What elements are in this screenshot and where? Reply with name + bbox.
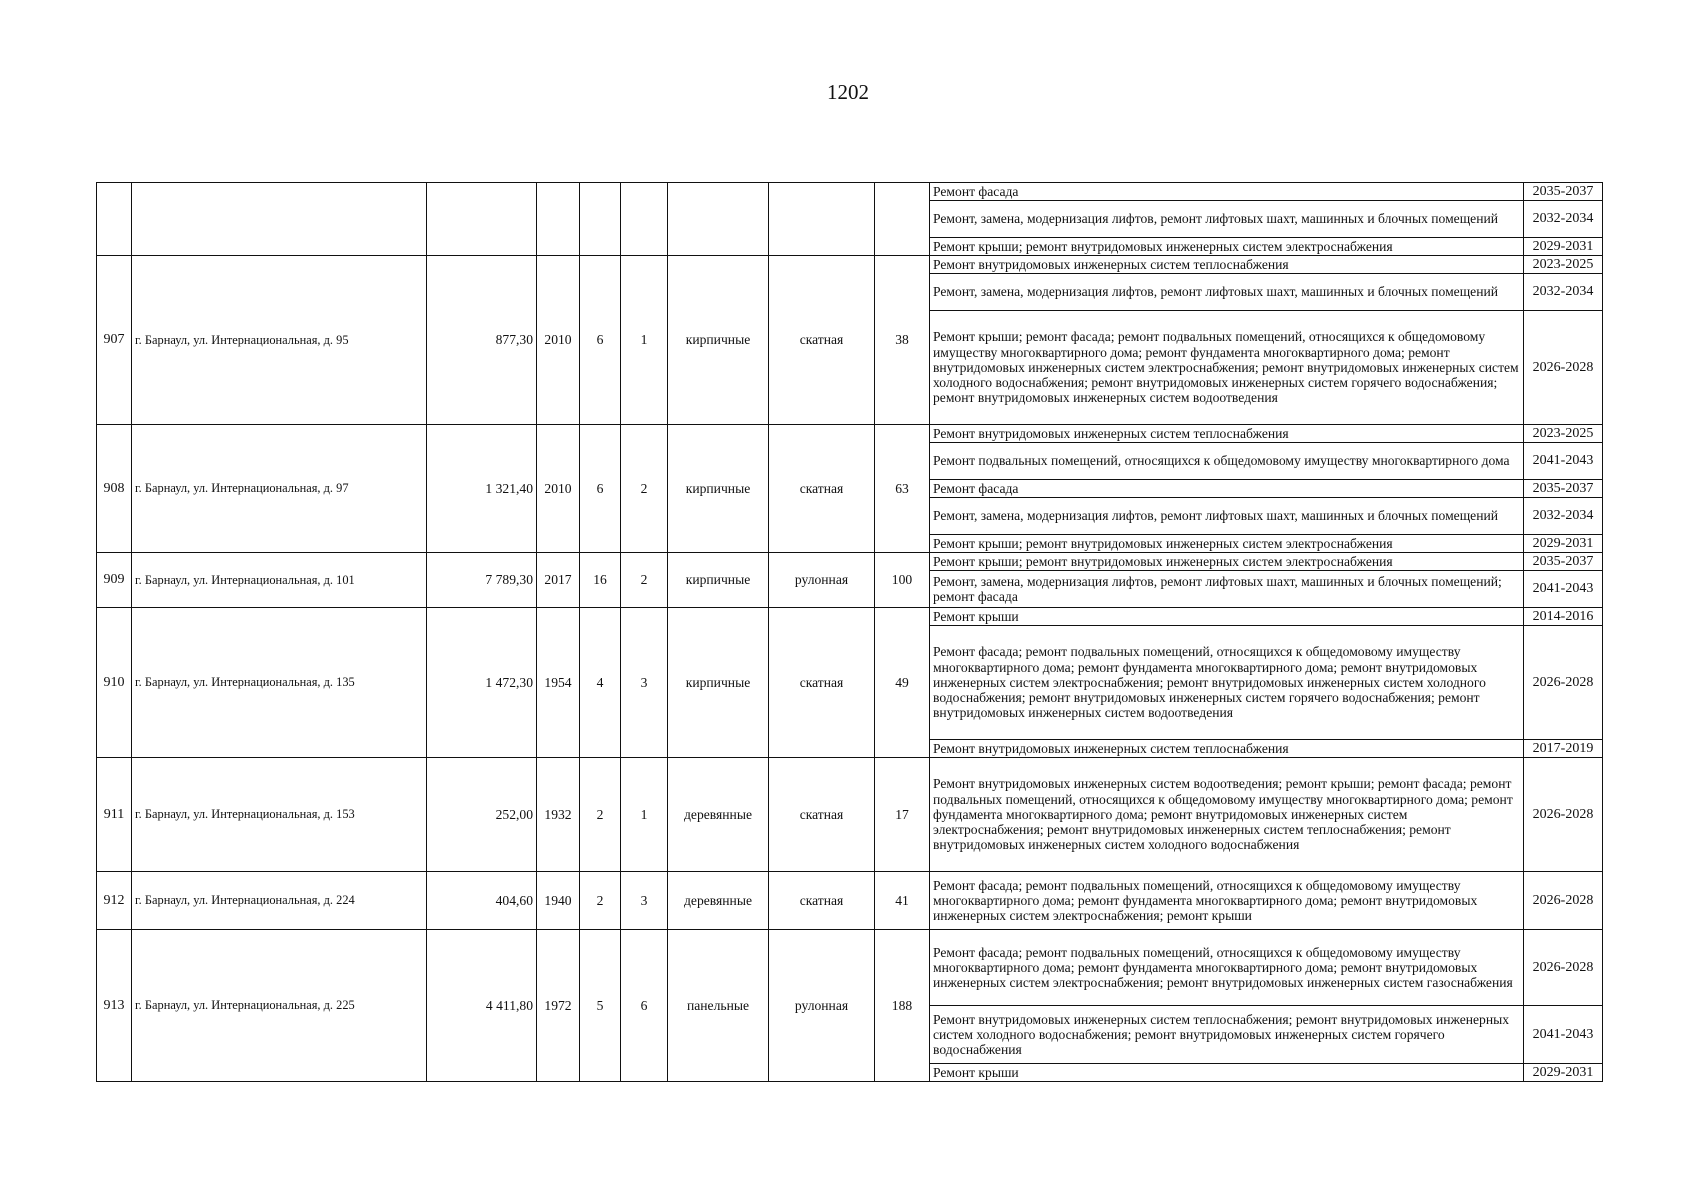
row-number: 908 xyxy=(97,425,132,553)
work-period: 2035-2037 xyxy=(1524,553,1603,571)
work-period: 2041-2043 xyxy=(1524,1006,1603,1064)
construction-year: 1932 xyxy=(537,758,580,872)
floor-count: 16 xyxy=(580,553,621,608)
work-description: Ремонт крыши; ремонт внутридомовых инженерных систем электроснабжения xyxy=(930,238,1524,256)
wall-material xyxy=(668,183,769,256)
table-row xyxy=(97,425,1603,443)
roof-type: скатная xyxy=(769,758,875,872)
row-number: 912 xyxy=(97,872,132,930)
table-row xyxy=(97,608,1603,626)
roof-type xyxy=(769,183,875,256)
floor-count xyxy=(580,183,621,256)
resident-count: 100 xyxy=(875,553,930,608)
work-description: Ремонт, замена, модернизация лифтов, ремонт лифтовых шахт, машинных и блочных помещений xyxy=(930,201,1524,238)
work-period: 2035-2037 xyxy=(1524,480,1603,498)
wall-material: кирпичные xyxy=(668,256,769,425)
work-period: 2026-2028 xyxy=(1524,758,1603,872)
construction-year xyxy=(537,183,580,256)
table-row xyxy=(97,758,1603,872)
row-number: 909 xyxy=(97,553,132,608)
work-description: Ремонт внутридомовых инженерных систем водоотведения; ремонт крыши; ремонт фасада; ремонт подвальных помещений, относящихся к общедомовому имуществу многоквартирного дома; ремонт фундамента многоквартирного дома; ремонт внутридомовых инженерных систем электроснабжения; ремонт внутридомовых инженерных систем теплоснабжения; ремонт внутридомовых инженерных систем холодного водоснабжения xyxy=(930,758,1524,872)
wall-material: кирпичные xyxy=(668,425,769,553)
row-number: 911 xyxy=(97,758,132,872)
work-period: 2032-2034 xyxy=(1524,498,1603,535)
floor-count: 6 xyxy=(580,256,621,425)
work-period: 2029-2031 xyxy=(1524,1064,1603,1082)
construction-year: 2010 xyxy=(537,256,580,425)
work-period: 2032-2034 xyxy=(1524,201,1603,238)
work-period: 2026-2028 xyxy=(1524,930,1603,1006)
building-area xyxy=(427,183,537,256)
work-period: 2017-2019 xyxy=(1524,740,1603,758)
work-description: Ремонт крыши; ремонт внутридомовых инженерных систем электроснабжения xyxy=(930,553,1524,571)
resident-count xyxy=(875,183,930,256)
floor-count: 2 xyxy=(580,872,621,930)
capital-repair-table xyxy=(96,182,1603,1082)
entrance-count: 1 xyxy=(621,758,668,872)
row-number xyxy=(97,183,132,256)
table-row xyxy=(97,872,1603,930)
work-description: Ремонт подвальных помещений, относящихся к общедомовому имуществу многоквартирного дома xyxy=(930,443,1524,480)
work-description: Ремонт крыши xyxy=(930,1064,1524,1082)
building-address xyxy=(132,183,427,256)
wall-material: деревянные xyxy=(668,872,769,930)
work-description: Ремонт, замена, модернизация лифтов, ремонт лифтовых шахт, машинных и блочных помещений; ремонт фасада xyxy=(930,571,1524,608)
table-row xyxy=(97,553,1603,571)
resident-count: 49 xyxy=(875,608,930,758)
building-address: г. Барнаул, ул. Интернациональная, д. 225 xyxy=(132,930,427,1082)
roof-type: рулонная xyxy=(769,553,875,608)
page-number: 1202 xyxy=(827,80,869,104)
resident-count: 17 xyxy=(875,758,930,872)
building-address: г. Барнаул, ул. Интернациональная, д. 101 xyxy=(132,553,427,608)
roof-type: скатная xyxy=(769,425,875,553)
work-period: 2032-2034 xyxy=(1524,274,1603,311)
building-address: г. Барнаул, ул. Интернациональная, д. 224 xyxy=(132,872,427,930)
wall-material: деревянные xyxy=(668,758,769,872)
entrance-count xyxy=(621,183,668,256)
work-description: Ремонт внутридомовых инженерных систем теплоснабжения xyxy=(930,256,1524,274)
work-description: Ремонт фасада; ремонт подвальных помещений, относящихся к общедомовому имуществу многоквартирного дома; ремонт фундамента многоквартирного дома; ремонт внутридомовых инженерных систем электроснабжения; ремонт внутридомовых инженерных систем газоснабжения xyxy=(930,930,1524,1006)
work-period: 2026-2028 xyxy=(1524,872,1603,930)
row-number: 913 xyxy=(97,930,132,1082)
entrance-count: 2 xyxy=(621,425,668,553)
building-area: 1 321,40 xyxy=(427,425,537,553)
work-period: 2029-2031 xyxy=(1524,535,1603,553)
work-period: 2035-2037 xyxy=(1524,183,1603,201)
building-area: 1 472,30 xyxy=(427,608,537,758)
work-description: Ремонт крыши; ремонт внутридомовых инженерных систем электроснабжения xyxy=(930,535,1524,553)
wall-material: кирпичные xyxy=(668,553,769,608)
floor-count: 2 xyxy=(580,758,621,872)
resident-count: 38 xyxy=(875,256,930,425)
work-period: 2029-2031 xyxy=(1524,238,1603,256)
resident-count: 188 xyxy=(875,930,930,1082)
table-row xyxy=(97,183,1603,201)
work-period: 2026-2028 xyxy=(1524,626,1603,740)
work-description: Ремонт внутридомовых инженерных систем теплоснабжения xyxy=(930,425,1524,443)
wall-material: кирпичные xyxy=(668,608,769,758)
building-area: 4 411,80 xyxy=(427,930,537,1082)
table-body xyxy=(97,183,1603,1082)
building-address: г. Барнаул, ул. Интернациональная, д. 135 xyxy=(132,608,427,758)
table-row xyxy=(97,256,1603,274)
work-period: 2041-2043 xyxy=(1524,571,1603,608)
entrance-count: 3 xyxy=(621,608,668,758)
work-description: Ремонт, замена, модернизация лифтов, ремонт лифтовых шахт, машинных и блочных помещений xyxy=(930,274,1524,311)
row-number: 907 xyxy=(97,256,132,425)
work-description: Ремонт внутридомовых инженерных систем теплоснабжения; ремонт внутридомовых инженерных систем холодного водоснабжения; ремонт внутридомовых инженерных систем горячего водоснабжения xyxy=(930,1006,1524,1064)
construction-year: 2017 xyxy=(537,553,580,608)
work-description: Ремонт крыши xyxy=(930,608,1524,626)
work-description: Ремонт внутридомовых инженерных систем теплоснабжения xyxy=(930,740,1524,758)
construction-year: 1940 xyxy=(537,872,580,930)
work-period: 2023-2025 xyxy=(1524,425,1603,443)
work-period: 2014-2016 xyxy=(1524,608,1603,626)
table-row xyxy=(97,930,1603,1006)
construction-year: 1954 xyxy=(537,608,580,758)
floor-count: 5 xyxy=(580,930,621,1082)
floor-count: 6 xyxy=(580,425,621,553)
work-description: Ремонт фасада xyxy=(930,183,1524,201)
building-area: 252,00 xyxy=(427,758,537,872)
work-period: 2023-2025 xyxy=(1524,256,1603,274)
work-description: Ремонт крыши; ремонт фасада; ремонт подвальных помещений, относящихся к общедомовому имуществу многоквартирного дома; ремонт фундамента многоквартирного дома; ремонт внутридомовых инженерных систем электроснабжения; ремонт внутридомовых инженерных систем холодного водоснабжения; ремонт внутридомовых инженерных систем горячего водоснабжения; ремонт внутридомовых инженерных систем водоотведения xyxy=(930,311,1524,425)
roof-type: скатная xyxy=(769,256,875,425)
row-number: 910 xyxy=(97,608,132,758)
work-period: 2041-2043 xyxy=(1524,443,1603,480)
work-description: Ремонт фасада xyxy=(930,480,1524,498)
roof-type: рулонная xyxy=(769,930,875,1082)
work-description: Ремонт, замена, модернизация лифтов, ремонт лифтовых шахт, машинных и блочных помещений xyxy=(930,498,1524,535)
building-address: г. Барнаул, ул. Интернациональная, д. 97 xyxy=(132,425,427,553)
work-description: Ремонт фасада; ремонт подвальных помещений, относящихся к общедомовому имуществу многоквартирного дома; ремонт фундамента многоквартирного дома; ремонт внутридомовых инженерных систем электроснабжения; ремонт внутридомовых инженерных систем холодного водоснабжения; ремонт внутридомовых инженерных систем горячего водоснабжения; ремонт внутридомовых инженерных систем водоотведения xyxy=(930,626,1524,740)
floor-count: 4 xyxy=(580,608,621,758)
building-address: г. Барнаул, ул. Интернациональная, д. 95 xyxy=(132,256,427,425)
entrance-count: 3 xyxy=(621,872,668,930)
wall-material: панельные xyxy=(668,930,769,1082)
entrance-count: 6 xyxy=(621,930,668,1082)
entrance-count: 1 xyxy=(621,256,668,425)
work-period: 2026-2028 xyxy=(1524,311,1603,425)
roof-type: скатная xyxy=(769,872,875,930)
building-area: 404,60 xyxy=(427,872,537,930)
resident-count: 41 xyxy=(875,872,930,930)
construction-year: 1972 xyxy=(537,930,580,1082)
building-area: 7 789,30 xyxy=(427,553,537,608)
roof-type: скатная xyxy=(769,608,875,758)
construction-year: 2010 xyxy=(537,425,580,553)
building-address: г. Барнаул, ул. Интернациональная, д. 153 xyxy=(132,758,427,872)
entrance-count: 2 xyxy=(621,553,668,608)
resident-count: 63 xyxy=(875,425,930,553)
building-area: 877,30 xyxy=(427,256,537,425)
work-description: Ремонт фасада; ремонт подвальных помещений, относящихся к общедомовому имуществу многоквартирного дома; ремонт фундамента многоквартирного дома; ремонт внутридомовых инженерных систем электроснабжения; ремонт крыши xyxy=(930,872,1524,930)
